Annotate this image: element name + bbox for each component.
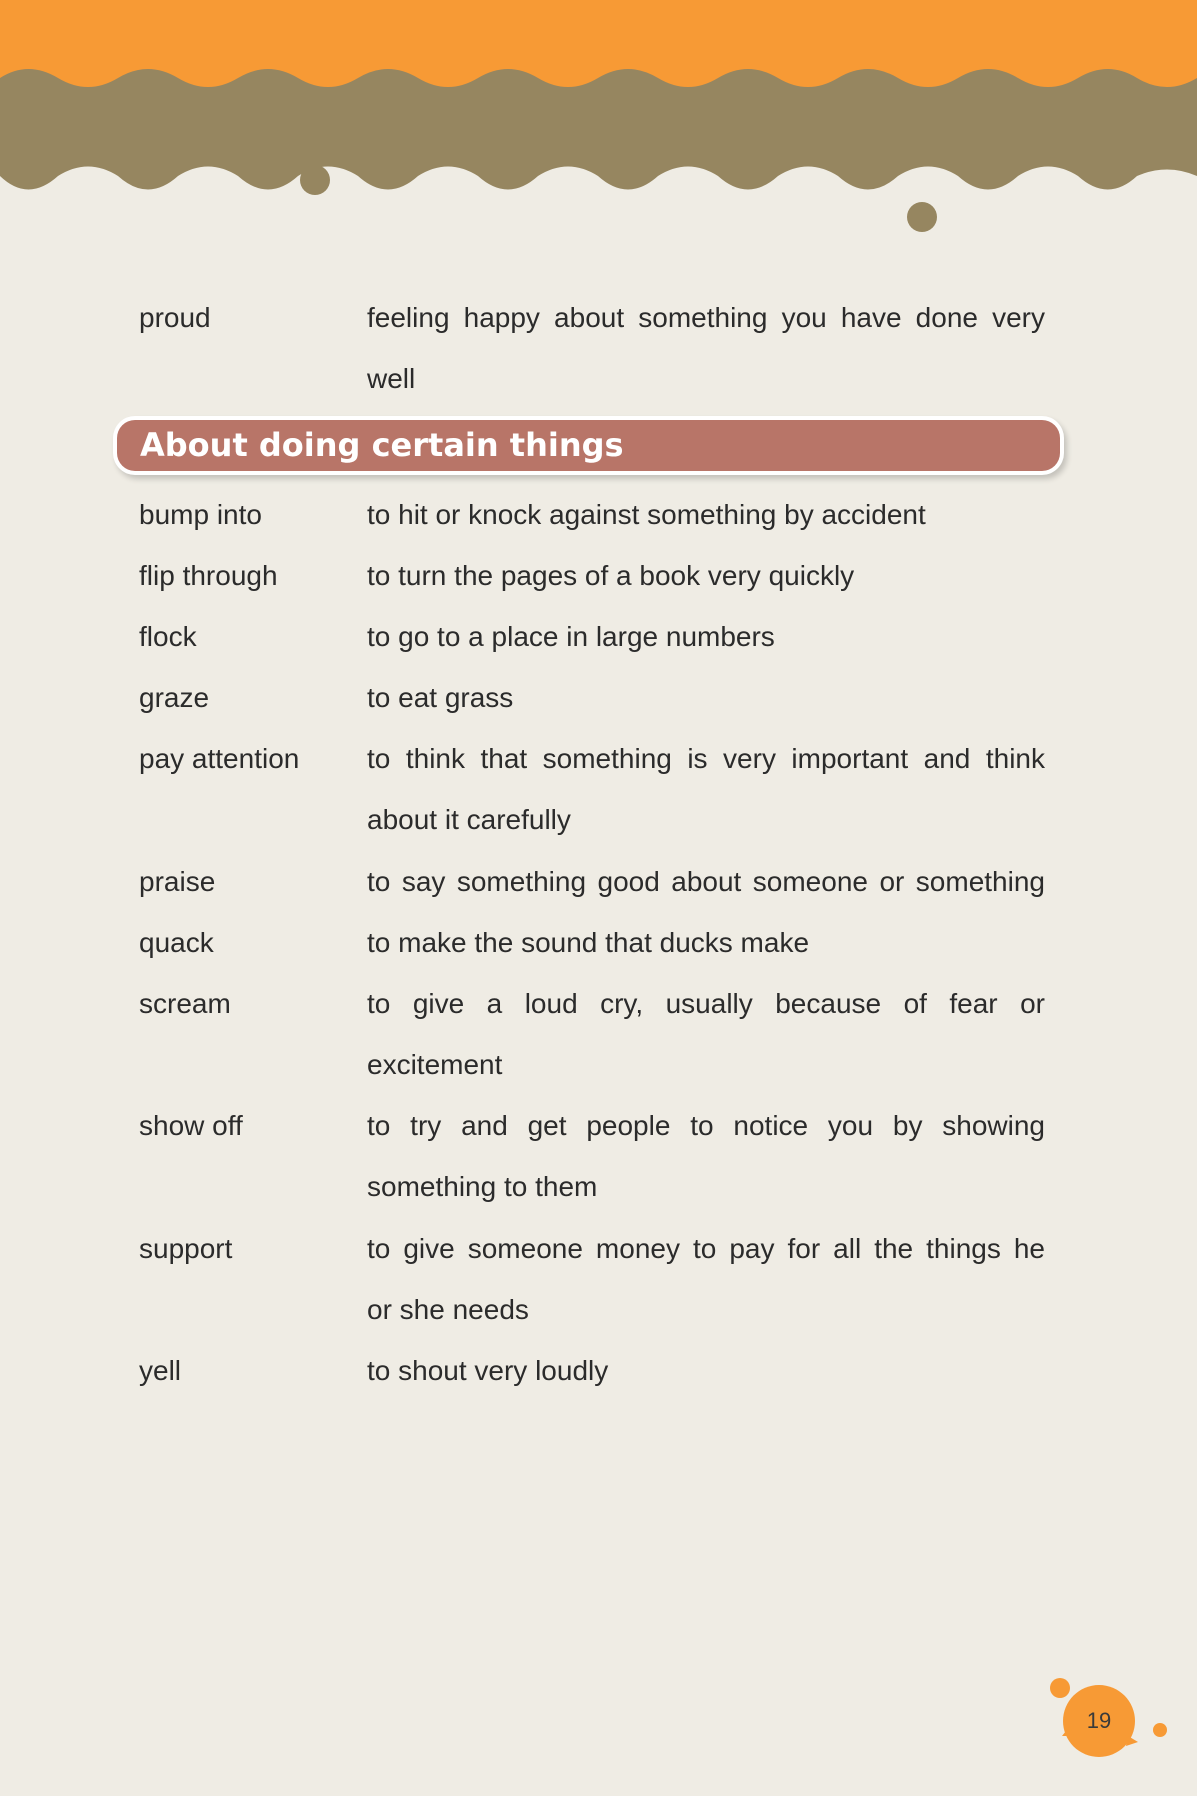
definition-line: to go to a place in large numbers [367,621,775,652]
glossary-definition [367,667,1045,728]
glossary-definition [367,484,1045,545]
section-title: About doing certain things [140,426,624,464]
definition-line: to turn the pages of a book very quickly [367,560,855,591]
definition-line: to give a loud cry, usually because of fear or [367,988,1045,1019]
definition-line: to make the sound that ducks make [367,927,810,958]
glossary-term: praise [139,866,216,897]
glossary-definition [367,912,1045,973]
glossary-term: quack [139,927,214,958]
definition-line: feeling happy about something you have done very [367,302,1045,333]
glossary-term: flip through [139,560,278,591]
definition-line: to shout very loudly [367,1355,609,1386]
glossary-definition [367,1218,1045,1340]
definition-line: to eat grass [367,682,514,713]
definition-line: excitement [367,1049,503,1080]
page-number: 19 [1086,1708,1112,1733]
glossary-definition [367,606,1045,667]
glossary-term: proud [139,302,211,333]
definition-line: to think that something is very important and think [367,743,1045,774]
definition-line: or she needs [367,1294,529,1325]
glossary-term: show off [139,1110,243,1141]
definition-line: to give someone money to pay for all the things he [367,1233,1045,1264]
wavy-header-decoration [0,0,1197,240]
glossary-term: flock [139,621,197,652]
glossary-definition [367,851,1045,912]
glossary-definition [367,1095,1045,1217]
definition-line: to say something good about someone or something [367,866,1045,897]
glossary-definition [367,287,1045,409]
section-heading-banner [117,420,1060,471]
glossary-term: yell [139,1355,182,1386]
definition-line: to try and get people to notice you by showing [367,1110,1045,1141]
glossary-definition [367,545,1045,606]
glossary-term: scream [139,988,231,1019]
definition-line: about it carefully [367,804,571,835]
glossary-definition [367,973,1045,1095]
definition-line: something to them [367,1171,598,1202]
definition-line: well [367,363,416,394]
glossary-term: bump into [139,499,262,530]
glossary-term: support [139,1233,233,1264]
glossary-term: pay attention [139,743,300,774]
glossary-definition [367,728,1045,850]
definition-line: to hit or knock against something by accident [367,499,926,530]
glossary-definition [367,1340,1045,1401]
glossary-term: graze [139,682,210,713]
